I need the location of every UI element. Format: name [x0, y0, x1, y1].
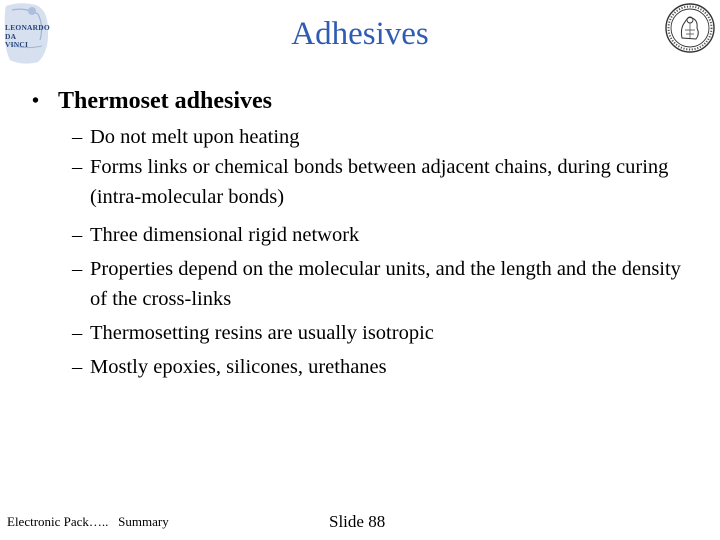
- sub-bullet-text: Forms links or chemical bonds between adjacent chains, during curing (intra-molecular bonds): [90, 156, 669, 208]
- sub-bullet-text: Thermosetting resins are usually isotropic: [90, 322, 434, 344]
- sub-bullet-text: Do not melt upon heating: [90, 126, 300, 148]
- slide-number: Slide 88: [329, 512, 386, 531]
- main-bullet-label: Thermoset adhesives: [58, 88, 272, 114]
- sub-bullet-text: Three dimensional rigid network: [90, 224, 360, 246]
- sub-bullet-text: Mostly epoxies, silicones, urethanes: [90, 356, 387, 378]
- footer-text: Electronic Pack….. Summary: [7, 514, 169, 529]
- sub-bullet-text: Properties depend on the molecular units, and the length and the density of the cross-links: [90, 258, 681, 310]
- bullet-marker: •: [32, 90, 40, 112]
- dash-marker: –: [72, 258, 83, 280]
- dash-marker: –: [72, 156, 83, 178]
- logo-text: LEONARDO DA VINCI: [5, 23, 50, 49]
- main-bullet: [32, 86, 272, 116]
- dash-marker: –: [72, 224, 83, 246]
- slide-title: Adhesives: [291, 16, 429, 52]
- dash-marker: –: [72, 126, 83, 148]
- dash-marker: –: [72, 322, 83, 344]
- dash-marker: –: [72, 356, 83, 378]
